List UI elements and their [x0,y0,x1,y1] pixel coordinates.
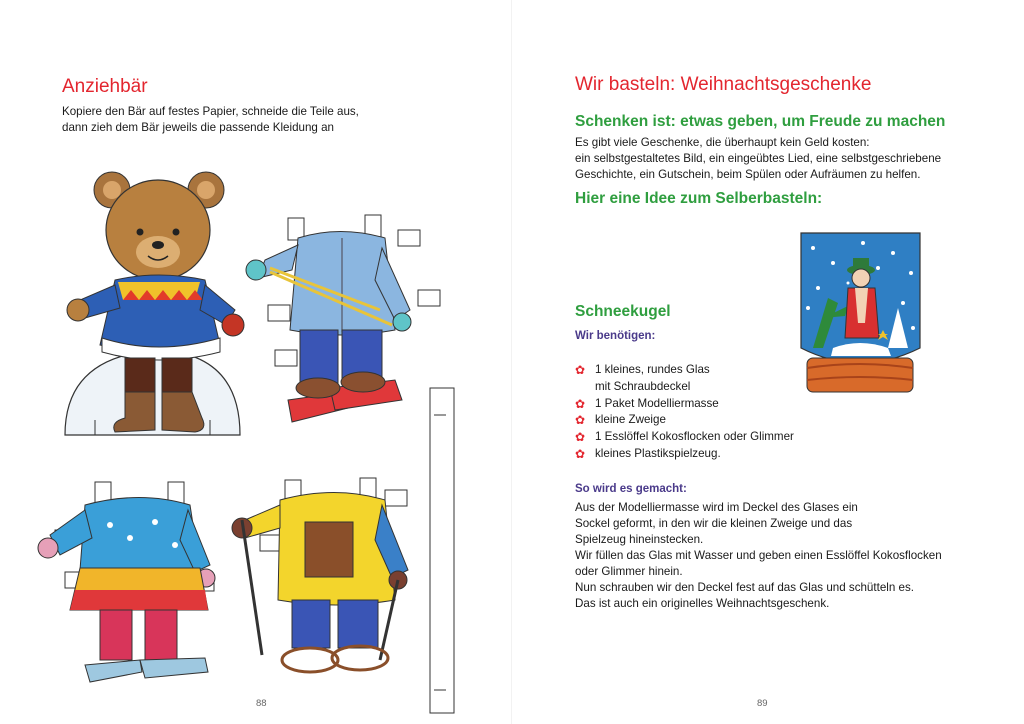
craft-title: Schneekugel [575,303,671,320]
how-heading: So wird es gemacht: [575,483,687,495]
right-intro-line-2: ein selbstgestaltetes Bild, ein eingeübtes Lied, eine selbstgeschriebene [575,152,942,165]
list-item: ✿ 1 kleines, rundes Glas mit Schraubdeckel [575,363,710,393]
left-page-title: Anziehbär [62,76,148,97]
flower-bullet-icon: ✿ [575,396,586,411]
left-intro-line-1: Kopiere den Bär auf festes Papier, schneide die Teile aus, [62,105,359,118]
ski-outfit [246,215,440,422]
flower-bullet-icon: ✿ [575,363,586,377]
paper-doll-illustration [30,160,500,720]
snow-globe-illustration [793,228,928,403]
list-item: ✿ 1 Paket Modelliermasse [575,396,719,411]
instruction-line-1: Aus der Modelliermasse wird im Deckel des Glases ein [575,501,858,514]
right-intro-line-3: Geschichte, ein Gutschein, beim Spülen oder Aufräumen zu helfen. [575,168,921,181]
left-page-number: 88 [256,698,267,709]
flower-bullet-icon: ✿ [575,430,586,445]
instruction-line-4: Wir füllen das Glas mit Wasser und geben einen Esslöffel Kokosflocken [575,549,942,562]
right-page-number: 89 [757,698,768,709]
flower-bullet-icon: ✿ [575,413,586,428]
left-intro-line-2: dann zieh dem Bär jeweils die passende Kleidung an [62,121,334,134]
list-item: ✿ 1 Esslöffel Kokosflocken oder Glimmer [575,430,794,445]
list-item: ✿ kleines Plastikspielzeug. [575,446,721,461]
instruction-line-3: Spielzeug hineinstecken. [575,533,704,546]
instruction-line-5: oder Glimmer hinein. [575,565,683,578]
idea-heading: Hier eine Idee zum Selberbasteln: [575,190,823,207]
materials-list [575,362,794,463]
right-page-title: Wir basteln: Weihnachtsgeschenke [575,74,872,95]
instruction-line-7: Das ist auch ein originelles Weihnachtsgeschenk. [575,597,830,610]
bear-figure [65,172,244,435]
instruction-line-2: Sockel geformt, in den wir die kleinen Zweige und das [575,517,853,530]
list-item: ✿ kleine Zweige [575,413,666,428]
dress-outfit [38,482,215,682]
right-page-subtitle: Schenken ist: etwas geben, um Freude zu machen [575,113,946,130]
stand-strip [430,388,454,713]
flower-bullet-icon: ✿ [575,446,586,461]
right-intro-line-1: Es gibt viele Geschenke, die überhaupt kein Geld kosten: [575,136,870,149]
needs-heading: Wir benötigen: [575,330,656,342]
instruction-line-6: Nun schrauben wir den Deckel fest auf das Glas und schütteln es. [575,581,914,594]
snowshoe-outfit [232,478,408,672]
